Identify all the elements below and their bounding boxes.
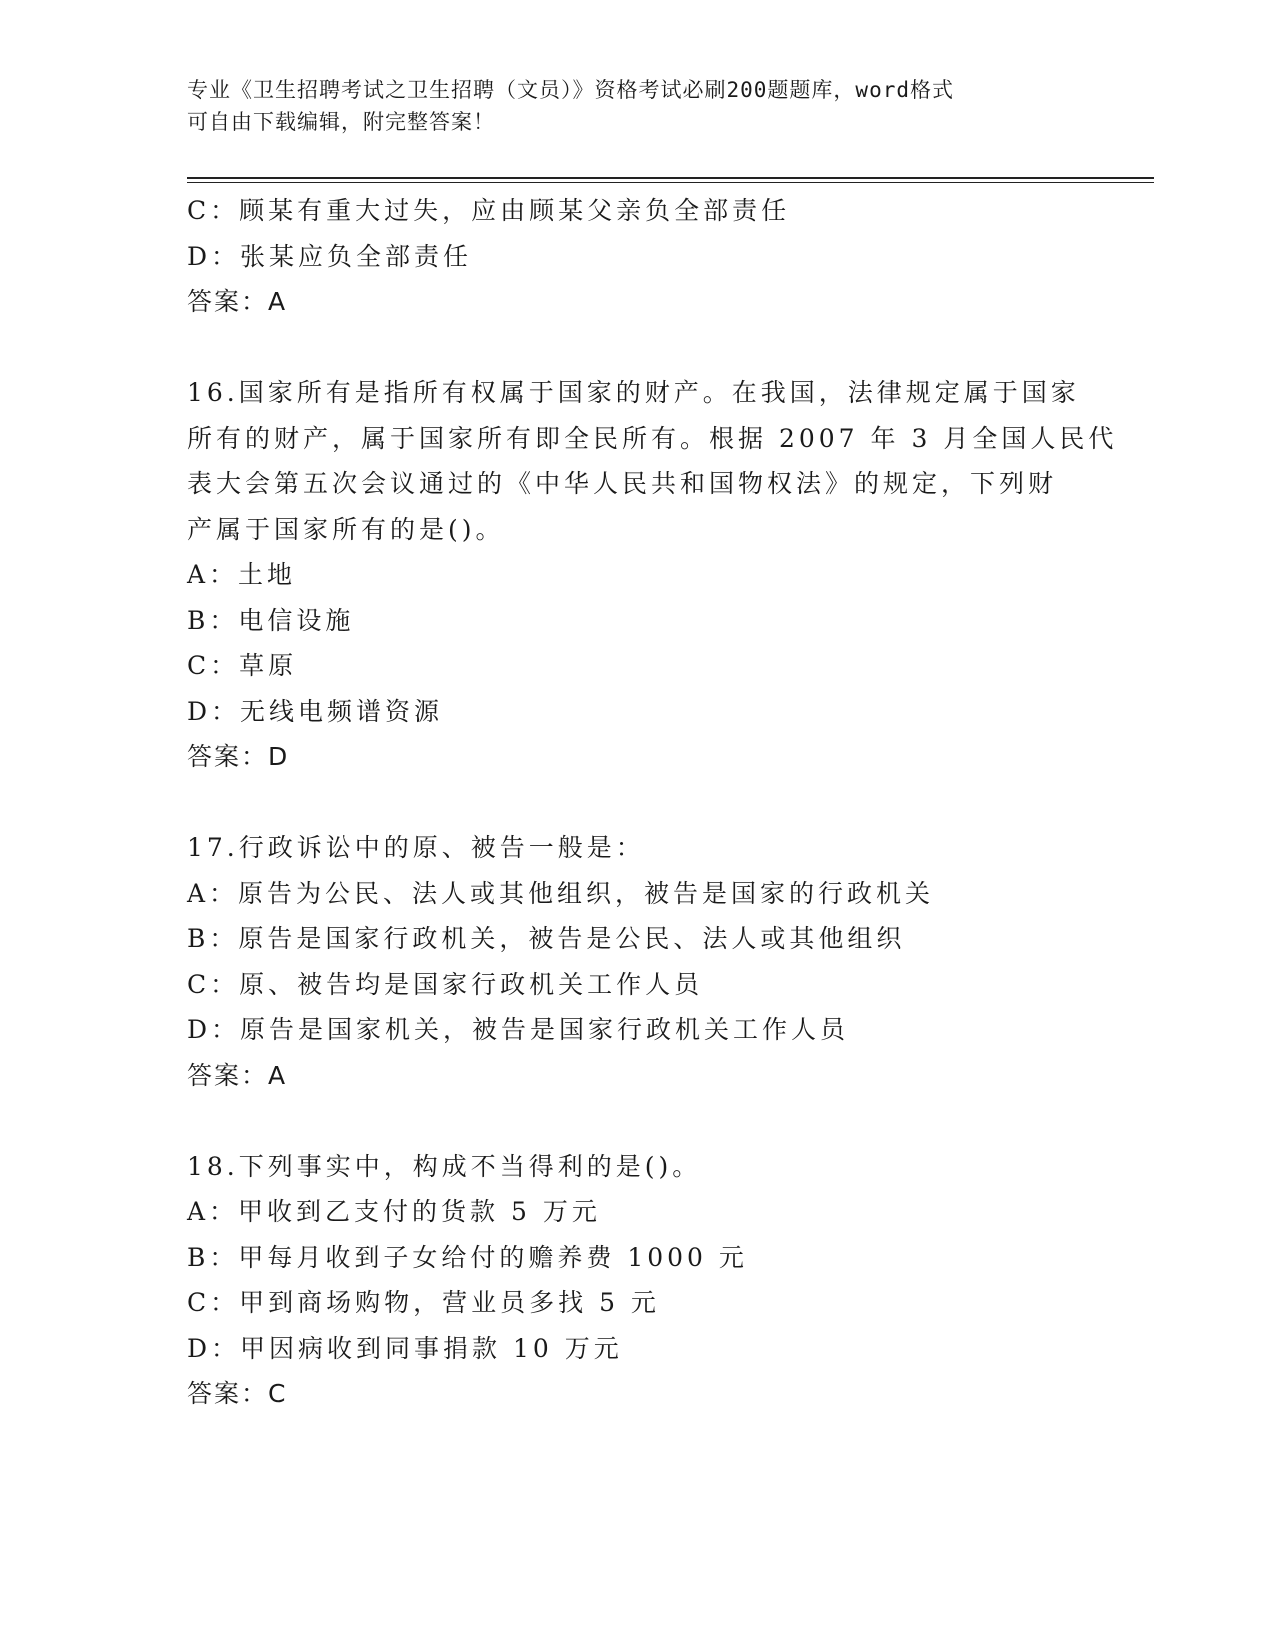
spacer (187, 325, 1087, 371)
document-header (187, 74, 1087, 138)
answer-line: 答案：D (187, 742, 290, 771)
spacer (187, 1098, 1087, 1144)
spacer (187, 780, 1087, 826)
option-d: D：张某应负全部责任 (187, 241, 473, 271)
question-stem: 表大会第五次会议通过的《中华人民共和国物权法》的规定，下列财 (187, 469, 1058, 498)
question-stem: 16.国家所有是指所有权属于国家的财产。在我国，法律规定属于国家 (187, 378, 1080, 407)
answer-line: 答案：A (187, 287, 288, 316)
question-stem: 所有的财产，属于国家所有即全民所有。根据 2007 年 3 月全国人民代 (187, 423, 1118, 453)
option-c: C：草原 (187, 651, 298, 680)
question-15-tail (187, 188, 1087, 325)
option-a: A：土地 (187, 560, 297, 589)
question-stem: 17.行政诉讼中的原、被告一般是： (187, 833, 645, 862)
option-b: B：甲每月收到子女给付的赡养费 1000 元 (187, 1242, 748, 1272)
option-c: C：顾某有重大过失，应由顾某父亲负全部责任 (187, 196, 791, 225)
question-17 (187, 825, 1087, 1098)
answer-line: 答案：A (187, 1060, 288, 1090)
option-b: B：原告是国家行政机关，被告是公民、法人或其他组织 (187, 924, 906, 953)
question-18 (187, 1144, 1087, 1417)
header-title-line-1: 专业《卫生招聘考试之卫生招聘（文员）》资格考试必刷200题题库，word格式 (187, 78, 954, 102)
option-d: D：甲因病收到同事捐款 10 万元 (187, 1333, 623, 1363)
question-list (187, 188, 1118, 1417)
option-d: D：无线电频谱资源 (187, 696, 444, 726)
option-c: C：原、被告均是国家行政机关工作人员 (187, 969, 704, 999)
header-rule-thin (187, 182, 1154, 183)
header-rule-thick (187, 177, 1154, 179)
question-16 (187, 370, 1118, 780)
answer-line: 答案：C (187, 1379, 288, 1408)
question-stem: 18.下列事实中，构成不当得利的是()。 (187, 1151, 702, 1181)
option-b: B：电信设施 (187, 605, 355, 635)
option-c: C：甲到商场购物，营业员多找 5 元 (187, 1288, 660, 1317)
option-a: A：甲收到乙支付的货款 5 万元 (187, 1197, 601, 1226)
header-title-line-2: 可自由下载编辑，附完整答案！ (187, 110, 495, 134)
option-a: A：原告为公民、法人或其他组织，被告是国家的行政机关 (187, 878, 935, 908)
question-stem: 产属于国家所有的是()。 (187, 514, 505, 544)
option-d: D：原告是国家机关，被告是国家行政机关工作人员 (187, 1015, 850, 1044)
